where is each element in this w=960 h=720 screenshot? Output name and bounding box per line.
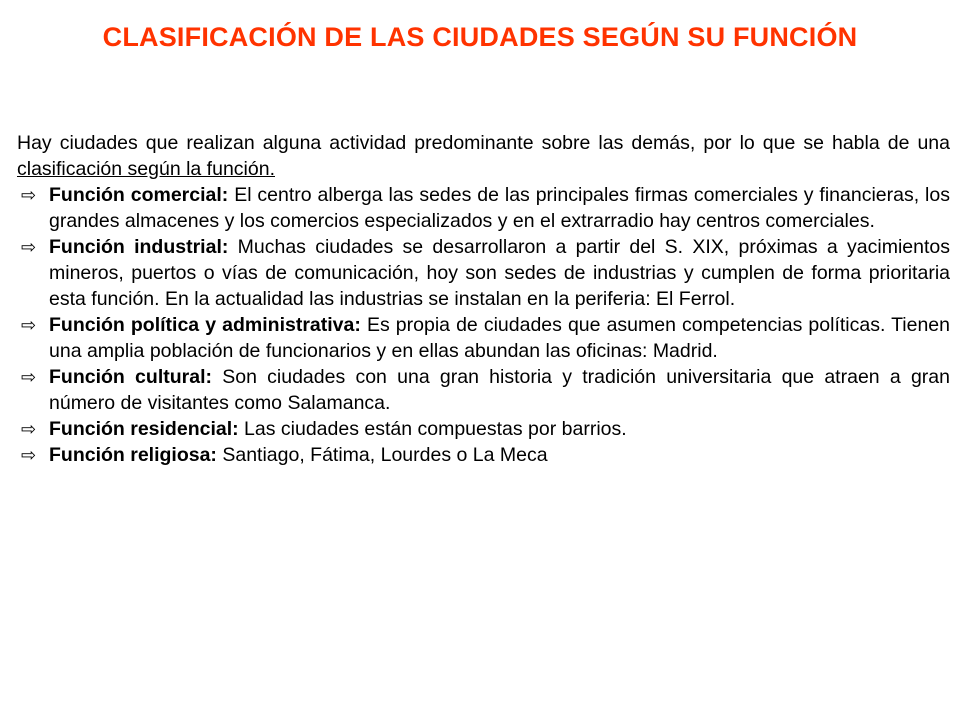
content-body [17,130,950,468]
item-term: Función religiosa: [49,444,217,466]
hollow-arrow-right-icon: ⇨ [21,419,37,439]
item-term: Función cultural: [49,366,212,388]
item-term: Función residencial: [49,418,239,440]
item-text: Es propia de ciudades que asumen competencias políticas. Tienen una amplia población de funcionarios y en ellas abundan las oficinas: Madrid. [49,314,950,362]
item-term: Función comercial: [49,184,229,206]
item-term: Función industrial: [49,236,229,258]
hollow-arrow-right-icon: ⇨ [21,237,37,257]
intro-paragraph [17,130,950,182]
hollow-arrow-right-icon: ⇨ [21,367,37,387]
classification-link[interactable]: clasificación según la función. [17,158,275,180]
hollow-arrow-right-icon: ⇨ [21,445,37,465]
item-text: Muchas ciudades se desarrollaron a partir del S. XIX, próximas a yacimientos mineros, puertos o vías de comunicación, hoy son sedes de industrias y cumplen de forma prioritaria esta función. En la actualidad las industrias se instalan en la periferia: El Ferrol. [49,236,950,310]
page-title: CLASIFICACIÓN DE LAS CIUDADES SEGÚN SU FUNCIÓN [102,22,858,52]
list-item [17,364,950,416]
item-term: Función política y administrativa: [49,314,361,336]
list-item [17,312,950,364]
intro-text: Hay ciudades que realizan alguna actividad predominante sobre las demás, por lo que se habla de una [17,132,950,154]
list-item [17,416,950,442]
hollow-arrow-right-icon: ⇨ [21,315,37,335]
item-text: Las ciudades están compuestas por barrios. [238,418,627,440]
item-text: El centro alberga las sedes de las principales firmas comerciales y financieras, los grandes almacenes y los comercios especializados y en el extrarradio hay centros comerciales. [49,184,950,232]
list-item [17,442,950,468]
list-item [17,234,950,312]
list-item [17,182,950,234]
hollow-arrow-right-icon: ⇨ [21,185,37,205]
item-text: Santiago, Fátima, Lourdes o La Meca [216,444,548,466]
item-text: Son ciudades con una gran historia y tradición universitaria que atraen a gran número de visitantes como Salamanca. [49,366,950,414]
function-list [17,182,950,468]
